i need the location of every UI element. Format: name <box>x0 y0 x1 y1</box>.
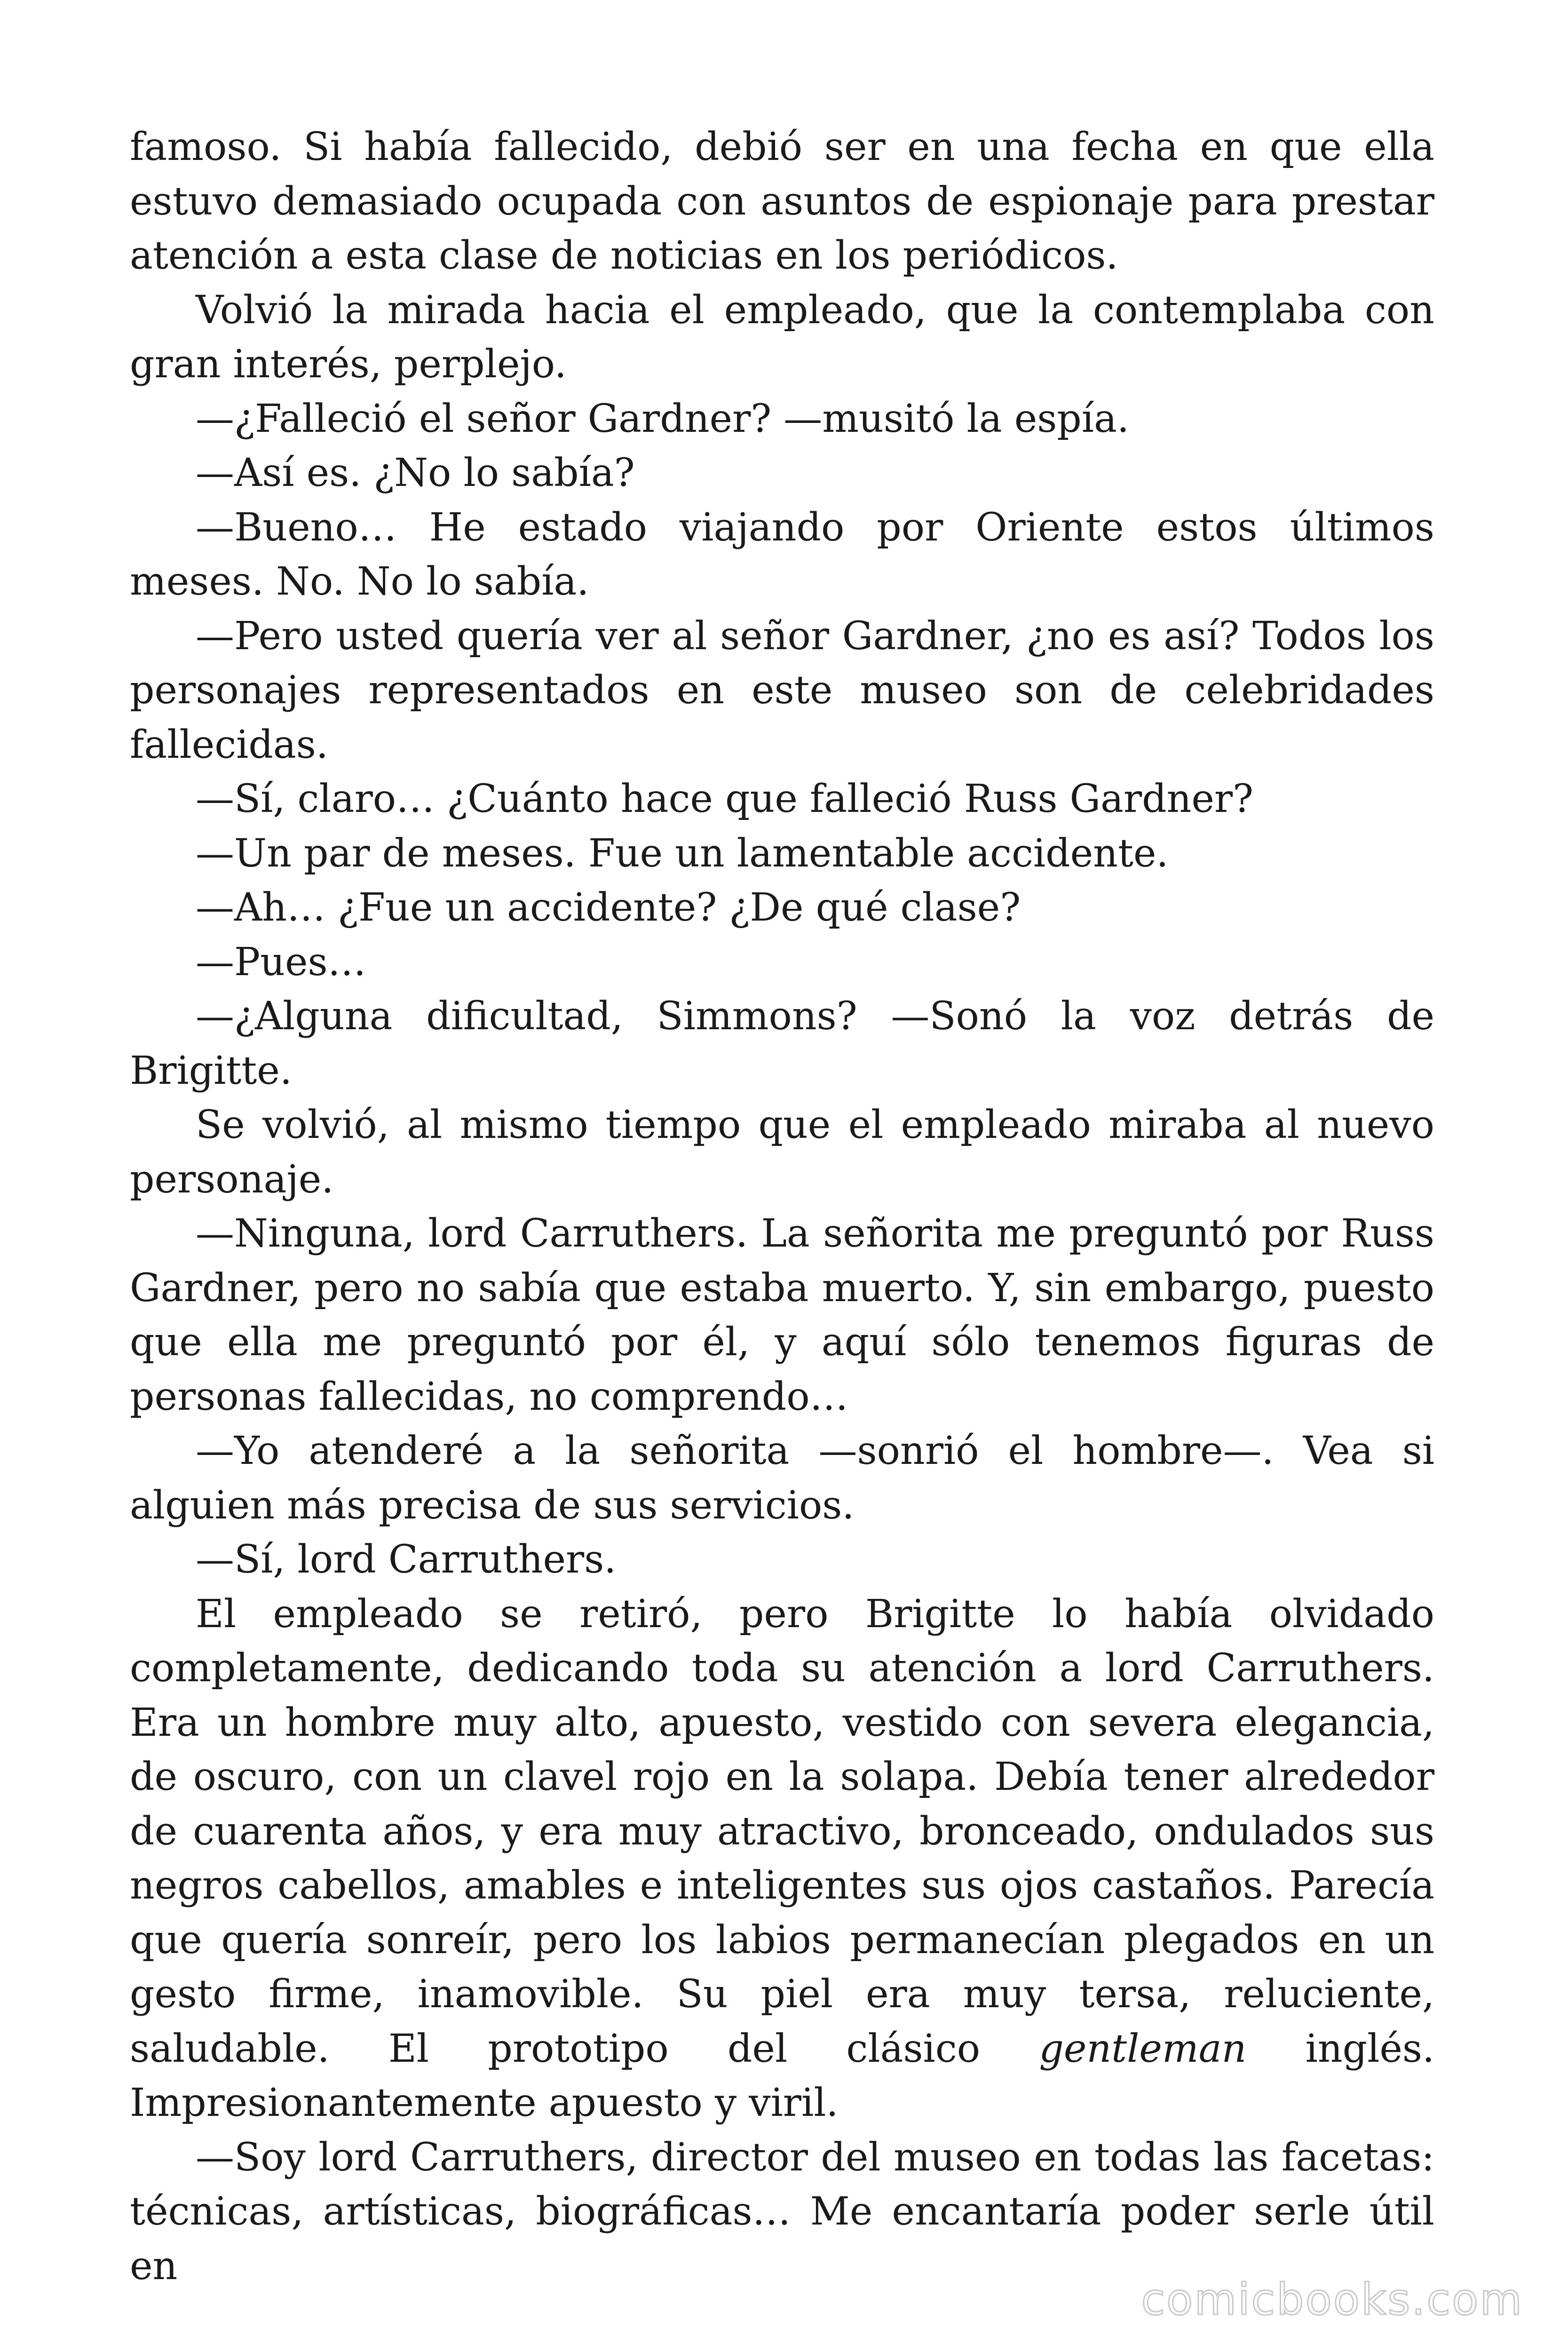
paragraph: —Yo atenderé a la señorita —sonrió el hombre—. Vea si alguien más precisa de sus servicios. <box>130 1429 1434 1528</box>
paragraph <box>130 1587 1434 2130</box>
paragraph: —Ninguna, lord Carruthers. La señorita me preguntó por Russ Gardner, pero no sabía que estaba muerto. Y, sin embargo, puesto que ella me preguntó por él, y aquí sólo tenemos figuras de personas fallecidas, no comprendo… <box>130 1211 1434 1419</box>
paragraph: —Un par de meses. Fue un lamentable accidente. <box>196 831 1169 876</box>
body-text <box>130 120 1434 2293</box>
paragraph: —Soy lord Carruthers, director del museo en todas las facetas: técnicas, artísticas, biográficas… Me encantaría poder serle útil en <box>130 2135 1434 2288</box>
paragraph: —Así es. ¿No lo sabía? <box>196 451 635 495</box>
italic-word: gentleman <box>1039 2026 1247 2071</box>
paragraph: —Sí, claro… ¿Cuánto hace que falleció Russ Gardner? <box>196 777 1254 821</box>
paragraph: —Bueno… He estado viajando por Oriente estos últimos meses. No. No lo sabía. <box>130 505 1434 604</box>
watermark: comicbooks.com <box>1141 2274 1523 2325</box>
paragraph-text: El empleado se retiró, pero Brigitte lo había olvidado completamente, dedicando toda su atención a lord Carruthers. Era un hombre muy alto, apuesto, vestido con severa elegancia, de oscuro, con un clavel rojo en la solapa. Debía tener alrededor de cuarenta años, y era muy atractivo, bronceado, ondulados sus negros cabellos, amables e inteligentes sus ojos castaños. Parecía que quería sonreír, pero los labios permanecían plegados en un gesto firme, inamovible. Su piel era muy tersa, reluciente, saludable. El prototipo del clásico <box>130 1591 1434 2071</box>
paragraph: —Pues… <box>196 939 366 985</box>
paragraph: famoso. Si había fallecido, debió ser en una fecha en que ella estuvo demasiado ocupada con asuntos de espionaje para prestar atención a esta clase de noticias en los periódicos. <box>130 125 1434 278</box>
paragraph: —¿Falleció el señor Gardner? —musitó la espía. <box>196 396 1129 441</box>
paragraph: Se volvió, al mismo tiempo que el empleado miraba al nuevo personaje. <box>130 1103 1434 1202</box>
paragraph: —Sí, lord Carruthers. <box>196 1537 617 1582</box>
paragraph-text: inglés. Impresionantemente apuesto y viril. <box>130 2026 1435 2125</box>
paragraph: —Ah… ¿Fue un accidente? ¿De qué clase? <box>196 885 1021 930</box>
paragraph: —¿Alguna dificultad, Simmons? —Sonó la voz detrás de Brigitte. <box>130 994 1434 1093</box>
paragraph: —Pero usted quería ver al señor Gardner, ¿no es así? Todos los personajes representados en este museo son de celebridades fallecidas. <box>130 613 1434 767</box>
paragraph: Volvió la mirada hacia el empleado, que la contemplaba con gran interés, perplejo. <box>130 287 1434 387</box>
